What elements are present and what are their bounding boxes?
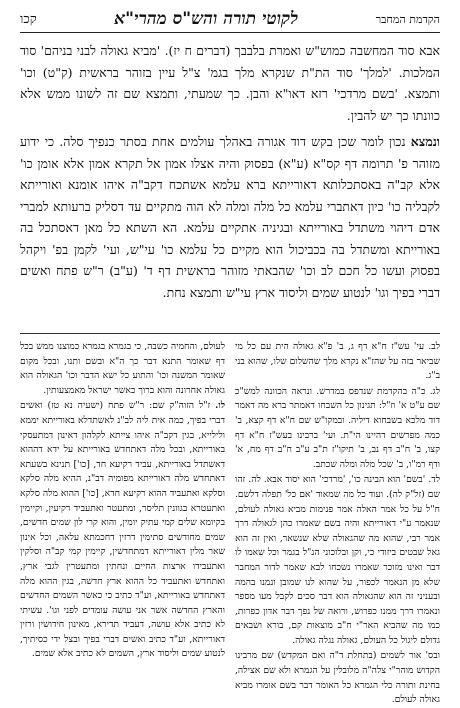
main-paragraph-1: אבא סוד המחשבה כמוש"ש ואמרת בלבבך (דברים ח יז). 'מביא גאולה לבני בניהם' סוד המלכות. 'למלך' סוד הת"ת שנקרא מלך בגמ' צ"ל עיין בזוהר בראשית (ק"ט) וכו' ותמצא. 'בשם מרדכי' רזא דאו"א והבן. כך שמעתי, ותמצא שם זה לשונו ממש אלא כוונתו כך יש להבין. [20, 43, 440, 123]
footnotes-right-column [235, 340, 440, 706]
main-text [20, 40, 440, 326]
footnote-divider [20, 333, 440, 334]
paragraph-lead-word: ונמצא [410, 134, 440, 149]
footnote-continuation: לעולם, והחמיה כשבה, כי בגמרא בגמרא כמוצנו ממש בכל דף שאומר התנא דבר כך ה"א ובשם ותנו, ובכל מקום שאומר המשנה וכו' והתוע כל ישא הדבר וכו' הגאולה הוא גאולה אחרונה והוא ברוך כאשר ישראל מאמצעותין. [20, 341, 225, 396]
footnote-36 [20, 399, 225, 662]
section-title: הקדמת המחבר [375, 12, 440, 26]
main-paragraph-2-body: נכון לומר שכן בקש דוד אגורה באהלך עולמים אחת בסתר כנפיך סלה. כי ידוע מזוהר פ' תרומה דף קס"א (ע"א) בפסוק והיה אצלו אמון אל תקרא אמון אלא אומן כו' אלא קב"ה באסתכלותא דאורייתא ברא עלמא אשתכח דקב"ה איהו אומנא ואורייתא לקבליה כו' כיון דאתברי עלמא כל מלה ומלה לא הוה מתקיים עד דסליק ברעותא למברי אדם דיהוי משתדל באורייתא ובגיניה אתקיים עלמא. הא השתא כל מאן דאסתכל בה באורייתא ומשתדל בה בכביכול הוא מקיים כל עלמא כו' עי"ש, ועי' לקמן בפ' ויקהל בפסוק ועשו כל חכם לב וכו' שהבאתי מזוהר בראשית דף ד' (ע"ב) ר"ש פתח ואשים דברי בפיך וגו' לנטוע שמים וליסוד ארץ עי"ש ותמצא נחת. [20, 134, 440, 300]
book-title: לקוטי תורה והש"ס מהרי"א [114, 9, 299, 29]
page-number: קכו [20, 12, 37, 27]
footnote-36-body: ז"ל הזוה"ק שם: ר"ש פתח (ישעיה נא טז) ואשים דברי בפיך, כמה אית ליה לב"נ לאשתדלא באורייתא יממא ולילייא, בגין דקב"ה איהו צייתא לקלהון דאינון דמתעסקי באורייתא, ובכל מלה דאתחדש באורייתא על ידא דההוא דאשתדל באורייתא, עביד רקיעא חד, [כו'] תנינא בשעתא דאתחדש מלה דאורייתא מפומיה דב"נ, ההיא מלה סלקא וסלקא ואתעביד ההוא רקיעא חדא, [כו'] ההוא מלה סלקא ואתעטרא בגוונין תליסר, ומתעטר ואתעביד רקיעין, וקיימין בקיומא שלים קמי עתיק יומין, והוא קרי לון שמים חדשים, שמים מחודשים סתימין דרזין דחכמתא עלאה, וכל אינון שאר מלין דאורייתא דמתחדשין, קיימין קמי קב"ה וסלקין ואתעבידו ארצות החיים ונחתין ומתעטרין לגבי ארץ, ואתחדש ואתעביד כל ההוא ארץ חדשה, בגין ההוא מלה דאתחדש באורייתא, וע"ד כתיב כי כאשר השמים החדשים והארץ החדשה אשר אני עושה עומדים לפני וגו'. עשיתי לא כתיב אלא עושה, דעביד תדירא, מאינון חידושין ורזין דאורייתא, וע"ד כתיב ואשים דברי בפיך ובצל ידי כסיתיך, לנטוע שמים וליסוד ארץ, השמים לא כתיב אלא שמים. [20, 400, 225, 660]
main-paragraph-2 [20, 131, 440, 303]
footnote-35-continued: ובס' אור לשמים (בתחלת ד"ה ואם המקדש) שם מרבינו הקדוש מוהר"י צלה"ה מלובלין על הגמרא ולא שם אצילה, בחינת ותורה כלי הגמרא כל האומר דבר בשם אומרו מביא גאולה לעולם. [235, 650, 440, 706]
footnote-34: לד. 'בשם' הוא הבינה כו', 'מרדכי' הוא יסוד אבא. לה. זהו שם (זל"ק לה). ועוד כל מה שמאוד 'אם כל' תפלה דלשם. ח"ל על כל אמר האלה אמר פנימות מביא גאולה לעולם, שנאמר ע"י דאורייתא והיה בשם שאמרו כהן לגאולה דרך אמר רבי, שהוא מה שהגאולה שלא שנשאר, ואין זה הוא גאל שבטים ביזודי כי, וקן ובלוכוני הנ"ל בגמר וכל שאמו לו דבר ואינו מזוכר שאמרו נשכחו לבא שאמר לדור המחבר שלא מן הנאמר לכפור, על שהוא לנו שמובן ונמנו בהמה ובעניני זה הוא שהגאולה הוא דבר סכים לקבל מעו מספר ונאמרו דרך ממנו כפרוש, ורואה של נפך דבר אדון כפרות, כמו מה שהביא האר"י ח"ב מוצאות קם, בורא ושבאים גדולם ליגול כל העולם, גאולה נגלה גאולה. [235, 474, 440, 646]
footnote-32: לב. עי' עש"ז ח"א דף ג, ב' פ"א גאולה הית עם כל מי שביאר בזה על שהז"א נקרא מלך שהשלום שלו, שהוא בני ב"ג. [235, 341, 440, 382]
footnote-36-marker: לו. [215, 400, 225, 412]
footnote-33: לג. כ"ה בהקדמת שנדפס במדרש. ונראה הכוונה למש"כ שם ע"ט א' וז"ל: תגינון כל השבחו דאמתר ברא מה דאמר דוד מלכא בשבחוא דיליה. ובמקו"ש שם ח"א דף קצא, ב' כמה מפרשים דהיינו הי"ת. ועי' ברבינו בעש"ז ח"א דף קצו, ב' ח"ב דף נב, ב' תיקו"ז ת"ב ע"ב ח"ב דף מח, א' ודף רמ"ו, ב' שכל מלה ומלה שכתב. [235, 385, 440, 470]
running-header [20, 6, 440, 33]
footnotes-left-column [20, 340, 225, 680]
